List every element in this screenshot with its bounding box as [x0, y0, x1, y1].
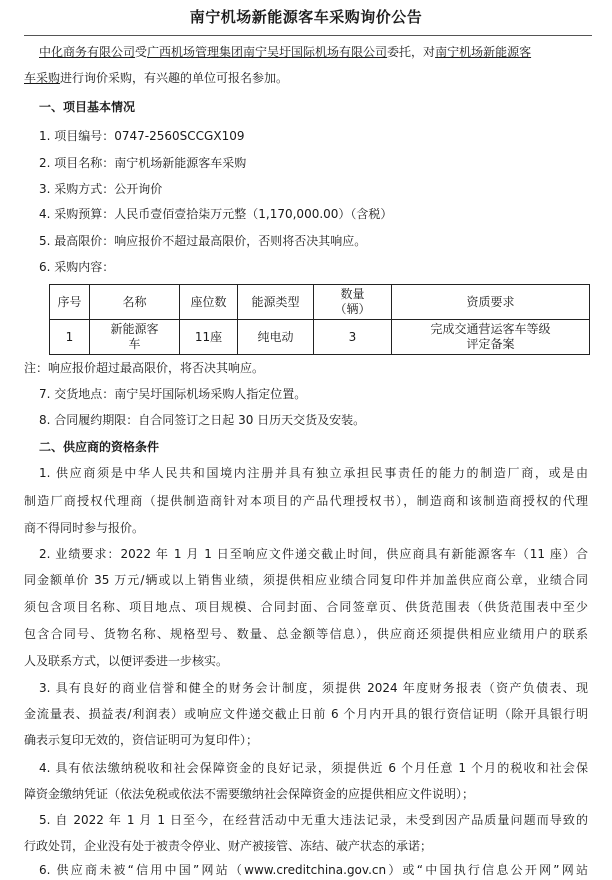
- s2-p6-line1: 6. 供应商未被“信用中国”网站（www.creditchina.gov.cn）或“中国执行信息公开网”网站: [39, 863, 588, 877]
- table-note: 注：响应报价超过最高限价，将否决其响应。: [24, 361, 265, 375]
- s2-p2-line4: 包含合同号、货物名称、规格型号、数量、总金额等信息），供应商还须提供相应业绩用户的联系: [24, 627, 588, 641]
- cell-seats: 11座: [180, 320, 238, 355]
- section2-heading: 二、供应商的资格条件: [39, 440, 160, 454]
- intro-text: 受: [135, 45, 148, 59]
- project-name-cont: 车采购: [24, 71, 61, 85]
- s2-p3-line1: 3. 具有良好的商业信誉和健全的财务会计制度，须提供 2024 年度财务报表（资产负债表、现: [39, 681, 588, 695]
- s2-p4-line1: 4. 具有依法缴纳税收和社会保障资金的良好记录，须提供近 6 个月任意 1 个月的税收和社会保: [39, 761, 588, 775]
- agency-name: 中化商务有限公司: [39, 45, 136, 59]
- header-qty-line1: 数量: [340, 287, 365, 301]
- intro-text: 委托，对: [387, 45, 436, 59]
- section1-item-7: 7. 交货地点：南宁吴圩国际机场采购人指定位置。: [39, 387, 307, 401]
- table-header-row: [50, 285, 590, 320]
- procurement-table: [49, 284, 590, 355]
- client-name: 广西机场管理集团南宁吴圩国际机场有限公司: [147, 45, 388, 59]
- s2-p3-line3: 确表示复印无效的，资信证明可为复印件）；: [24, 733, 259, 747]
- header-qualification: 资质要求: [392, 285, 590, 320]
- cell-energy: 纯电动: [238, 320, 314, 355]
- cell-qty: 3: [314, 320, 392, 355]
- s2-p5-line1: 5. 自 2022 年 1 月 1 日至今，在经营活动中无重大违法记录，未受到因产品质量问题而导致的: [39, 813, 588, 827]
- cell-no: 1: [50, 320, 90, 355]
- section1-item-4: 4. 采购预算：人民币壹佰壹拾柒万元整（1,170,000.00）（含税）: [39, 207, 393, 221]
- section1-item-5: 5. 最高限价：响应报价不超过最高限价，否则将否决其响应。: [39, 234, 367, 248]
- project-name: 南宁机场新能源客: [435, 45, 532, 59]
- s2-p1-line1: 1. 供应商须是中华人民共和国境内注册并具有独立承担民事责任的能力的制造厂商，或是由: [39, 466, 588, 480]
- cell-qual-line1: 完成交通营运客车等级: [430, 322, 551, 336]
- header-qty: [314, 285, 392, 320]
- cell-name: [90, 320, 180, 355]
- table-row: [50, 320, 590, 355]
- s2-p4-line2: 障资金缴纳凭证（依法免税或依法不需要缴纳社会保障资金的应提供相应文件说明）；: [24, 787, 475, 801]
- section1-item-8: 8. 合同履约期限：自合同签订之日起 30 日历天交货及安装。: [39, 413, 366, 427]
- cell-qual-line2: 评定备案: [466, 337, 515, 351]
- page-title: 南宁机场新能源客车采购询价公告: [189, 8, 423, 26]
- s2-p1-line2: 制造厂商授权代理商（提供制造商针对本项目的产品代理授权书），制造商和该制造商授权的代理: [24, 494, 588, 508]
- cell-name-line2: 车: [128, 337, 141, 351]
- section1-item-6: 6. 采购内容：: [39, 260, 115, 274]
- section1-heading: 一、项目基本情况: [39, 100, 136, 114]
- cell-name-line1: 新能源客: [110, 322, 159, 336]
- title-divider: [24, 35, 592, 36]
- header-name: 名称: [90, 285, 180, 320]
- cell-qualification: [392, 320, 590, 355]
- intro-text: 进行询价采购，有兴趣的单位可报名参加。: [60, 71, 289, 85]
- s2-p3-line2: 金流量表、损益表/利润表）或响应文件递交截止日前 6 个月内开具的银行资信证明（除开具银行明: [24, 707, 588, 721]
- header-seats: 座位数: [180, 285, 238, 320]
- s2-p2-line2: 同金额单价 35 万元/辆或以上销售业绩，须提供相应业绩合同复印件并加盖供应商公章，业绩合同: [24, 573, 588, 587]
- section1-item-1: 1. 项目编号：0747-2560SCCGX109: [39, 129, 245, 143]
- header-qty-line2: （辆）: [334, 302, 371, 316]
- header-energy: 能源类型: [238, 285, 314, 320]
- section1-item-3: 3. 采购方式：公开询价: [39, 182, 163, 196]
- section1-item-2: 2. 项目名称：南宁机场新能源客车采购: [39, 156, 247, 170]
- s2-p1-line3: 商不得同时参与报价。: [24, 521, 145, 535]
- header-no: 序号: [50, 285, 90, 320]
- intro-line-1: [39, 44, 588, 60]
- intro-line-2: [24, 70, 588, 86]
- s2-p2-line5: 人及联系方式，以便评委进一步核实。: [24, 654, 229, 668]
- s2-p2-line1: 2. 业绩要求：2022 年 1 月 1 日至响应文件递交截止时间，供应商具有新能源客车（11 座）合: [39, 547, 588, 561]
- s2-p5-line2: 行政处罚，企业没有处于被责令停业、财产被接管、冻结、破产状态的承诺；: [24, 839, 433, 853]
- s2-p2-line3: 须包含项目名称、项目地点、项目规模、合同封面、合同签章页、供货范围表（供货范围表中至少: [24, 600, 588, 614]
